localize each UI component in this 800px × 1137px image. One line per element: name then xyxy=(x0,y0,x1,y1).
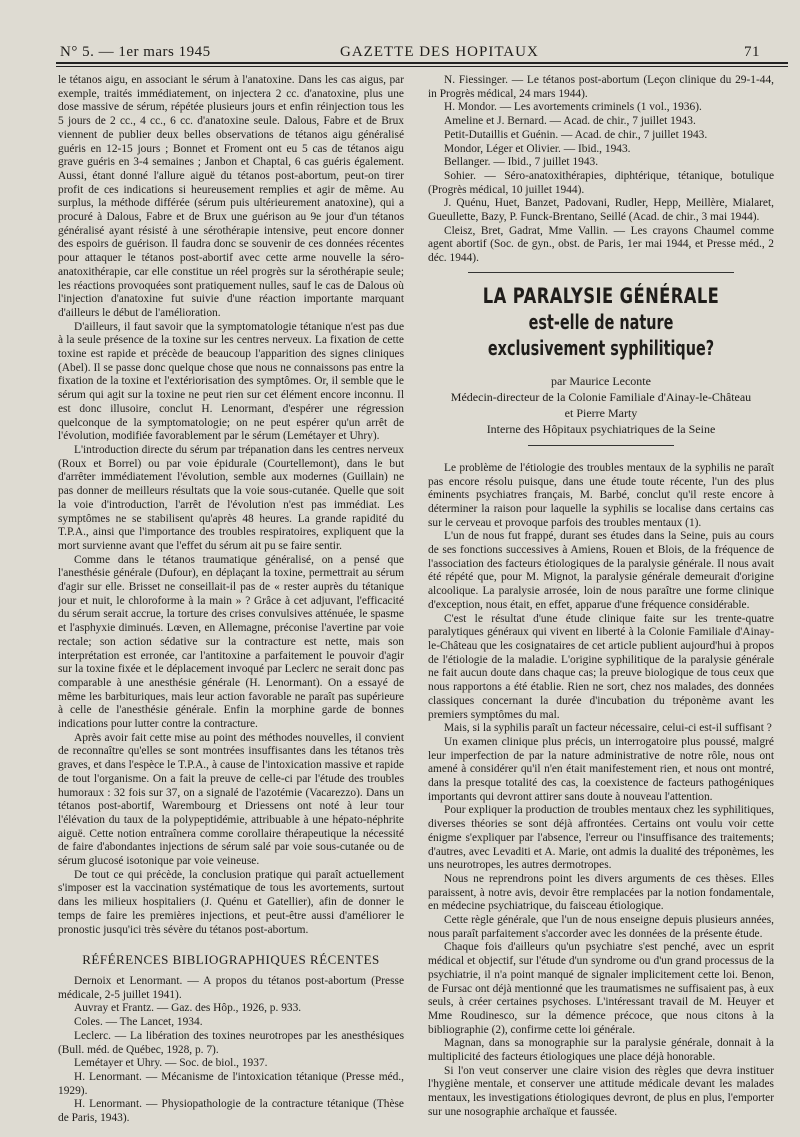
reference-item: Bellanger. — Ibid., 7 juillet 1943. xyxy=(444,156,599,169)
right-column xyxy=(428,74,774,1124)
article-separator xyxy=(468,272,734,273)
running-header xyxy=(40,40,784,64)
header-rule xyxy=(56,62,788,64)
reference-item: J. Quénu, Huet, Banzet, Padovani, Rudler, Hepp, Meillère, Mialaret, Gueullette, Bazy, P. Funck-Brentano, Seillé (Acad. de chir., 3 mai 1944). xyxy=(428,197,774,224)
paragraph: Magnan, dans sa monographie sur la paralysie générale, donnait à la multiplicité des facteurs étiologiques une place déjà honorable. xyxy=(428,1037,774,1064)
paragraph: Un examen clinique plus précis, un interrogatoire plus poussé, malgré leur imperfection de par la nature administrative de notre rôle, nous ont amené à considérer qu'il n'en était manifestement rien, et nous ont montré, dans la presque totalité des cas, la coexistence de facteurs pathogéniques importants qui devront attirer sans doute à nouveau l'attention. xyxy=(428,735,774,803)
references-heading: RÉFÉRENCES BIBLIOGRAPHIQUES RÉCENTES xyxy=(82,952,380,968)
reference-item: N. Fiessinger. — Le tétanos post-abortum (Leçon clinique du 29-1-44, in Progrès médical, 24 mars 1944). xyxy=(428,74,774,100)
issue-date: N° 5. — 1er mars 1945 xyxy=(60,44,211,60)
author-affiliation: Interne des Hôpitaux psychiatriques de la Seine xyxy=(486,421,716,436)
paragraph: Mais, si la syphilis paraît un facteur nécessaire, celui-ci est-il suffisant ? xyxy=(444,722,772,735)
paragraph: le tétanos aigu, en associant le sérum à l'anatoxine. Dans les cas aigus, par exemple, traités immédiatement, on injectera 2 cc. d'anatoxine, plus une dose massive de sérum, répétée plusieurs jours et enfin réinjection tous les 5 jours de 2 cc., 4 cc., 6 cc. d'anatoxine seule. Dalous, Fabre et de Brux viennent de publier deux belles observations de tétanos aigu généralisé guéris en 12-15 jours ; Bonnet et Froment ont eu 5 cas de tétanos aigu grave guéris en 3-4 semaines ; Janbon et Chaptal, 6 cas guéris également. Aussi, étant donné l'allure aiguë du tétanos post-abortum, peut-on tirer profit de ces indications si heureusement remplies et agir de même. Au surplus, la méthode différée (sérum puis ultérieurement anatoxine), qui a procuré à Dalous, Fabre et de Brux une guérison au 9e jour d'un tétanos généralisé ayant résisté à une sérothérapie intensive, peut encore donner des espoirs de guérison. Il faudra donc se souvenir de ces données récentes pour attaquer le tétanos post-abortif avec cette arme nouvelle la séro-anatoxithérapie, car elle constitue un réel progrès sur la sérothérapie seule; les réactions provoquées sont pratiquement nulles, sauf le cas de Dalous où l'injection d'anatoxine fut suivie d'une réaction importante marquant d'ailleurs le début de l'amélioration. xyxy=(58,74,404,319)
paragraph: Chaque fois d'ailleurs qu'un psychiatre s'est penché, avec un esprit médical et objectif, sur l'étude d'un syndrome ou d'un grand processus de la psychiatrie, il n'a point manqué de signaler implicitement cette loi. Benon, de Fursac ont déjà mentionné que les traumatismes ne suffisaient pas, à eux seuls, à créer certaines psychoses. L'intéressant travail de M. Heuyer et Mme Roudinesco, sur la démence précoce, que nous citons à la bibliographie (2), confirme cette loi générale. xyxy=(428,941,774,1036)
paragraph: De tout ce qui précède, la conclusion pratique qui paraît actuellement s'imposer est la vaccination systématique de tous les avortements, surtout dans les milieux hospitaliers (J. Quénu et Gatellier), afin de donner le temps de faire les premières injections, et peut-être aussi d'améliorer le pronostic jusqu'ici très sévère du tétanos post-abortum. xyxy=(58,868,404,936)
journal-name: GAZETTE DES HOPITAUX xyxy=(340,44,539,60)
reference-item: H. Mondor. — Les avortements criminels (1 vol., 1936). xyxy=(444,101,702,114)
paragraph: C'est le résultat d'une étude clinique faite sur les trente-quatre paralytiques généraux qui vivent en liberté à la Colonie Familiale d'Ainay-le-Château que les cosignataires de cet article publient aujourd'hui à propos de l'étiologie de la maladie. L'origine syphilitique de la paralysie générale ne fait aucun doute dans chaque cas; la preuve biologique de tous ceux que nous rapportons a été établie. Rien ne sort, chez nos malades, des données classiques concernant la durée d'incubation du tréponème avant les premiers symptômes du mal. xyxy=(428,612,774,721)
reference-item: Dernoix et Lenormant. — A propos du tétanos post-abortum (Presse médicale, 2-5 juillet 1941). xyxy=(58,975,404,1001)
reference-item: H. Lenormant. — Physiopathologie de la contracture tétanique (Thèse de Paris, 1943). xyxy=(58,1098,404,1124)
reference-item: Ameline et J. Bernard. — Acad. de chir., 7 juillet 1943. xyxy=(444,115,696,128)
reference-item: Mondor, Léger et Olivier. — Ibid., 1943. xyxy=(444,142,631,155)
paragraph: Si l'on veut conserver une claire vision des règles que devra instituer l'hygiène mentale, et conserver une attitude médicale devant les malades mentaux, les investigations étiologiques devront, de plus en plus, l'emporter sur une nosographie archaïque et faussée. xyxy=(428,1064,774,1118)
reference-item: Lemétayer et Uhry. — Soc. de biol., 1937. xyxy=(74,1057,268,1070)
paragraph: Nous ne reprendrons point les divers arguments de ces thèses. Elles paraissent, à notre avis, devoir être remplacées par la notion fondamentale, en médecine psychiatrique, du faisceau étiologique. xyxy=(428,872,774,913)
byline: par Maurice Leconte xyxy=(551,373,651,388)
left-column xyxy=(58,74,404,1124)
header-rule-thin xyxy=(56,66,788,67)
paragraph: Comme dans le tétanos traumatique généralisé, on a pensé que l'anesthésie générale (Dufour), en déplaçant la toxine, permettrait au sérum d'agir sur elle. Brisset ne conseillait-il pas de « rester auprès du tétanique jour et nuit, le chloroforme à la main » ? Grâce à cet adjuvant, l'efficacité du sérum serait accrue, la torture des crises convulsives atténuée, le spasme et l'asphyxie diminués. Lœven, en Allemagne, préconise l'avertine par voie rectale; son action sédative sur la contracture est nette, mais son interprétation est erronée, car l'antitoxine a parfaitement le pouvoir d'agir sur la toxine fixée et le déplacement invoqué par Leclerc ne serait donc pas comparable à une anesthésie générale (H. Lenormant). On a essayé de même les barbituriques, mais leur action favorable ne paraît pas supérieure à celle de l'anesthésie générale. Enfin la morphine garde de bonnes indications pour lutter contre la contracture. xyxy=(58,553,404,731)
reference-item: H. Lenormant. — Mécanisme de l'intoxication tétanique (Presse méd., 1929). xyxy=(58,1070,404,1097)
byline-second-author: et Pierre Marty xyxy=(564,405,638,420)
paragraph: Le problème de l'étiologie des troubles mentaux de la syphilis ne paraît pas encore résolu puisque, dans une étude toute récente, l'un des plus éminents psychiatres français, M. Barbé, conclut qu'il reste encore à déterminer la raison pour laquelle la syphilis se localise dans certains cas sur le cerveau et provoque parfois des troubles mentaux (1). xyxy=(428,461,774,529)
paragraph: L'un de nous fut frappé, durant ses études dans la Seine, puis au cours de ses fonctions successives à Amiens, Rouen et Blois, de la fréquence de l'association des facteurs étiologiques de la paralysie générale. Il nous avait été répété que, pour M. Mignot, la paralysie générale demeurait d'origine alcoolique. La paralysie arrosée, loin de nous paraître une forme clinique d'exception, nous était, en effet, apparue d'une fréquence considérable. xyxy=(428,530,774,611)
reference-item: Sohier. — Séro-anatoxithérapies, diphtérique, tétanique, botulique (Progrès médical, 10 juillet 1944). xyxy=(428,169,774,196)
reference-item: Petit-Dutaillis et Guénin. — Acad. de chir., 7 juillet 1943. xyxy=(444,128,708,141)
article-subtitle: est-elle de nature exclusivement syphilitique? xyxy=(487,309,715,360)
reference-item: Leclerc. — La libération des toxines neurotropes par les anesthésiques (Bull. méd. de Québec, 1928, p. 7). xyxy=(58,1029,404,1056)
reference-item: Cleisz, Bret, Gadrat, Mme Vallin. — Les crayons Chaumel comme agent abortif (Soc. de gyn., obst. de Paris, 1er mai 1944, et Presse méd., 2 déc. 1944). xyxy=(428,224,774,265)
paragraph: D'ailleurs, il faut savoir que la symptomatologie tétanique n'est pas due à la seule présence de la toxine sur les centres nerveux. La fixation de cette toxine est rapide et précède de beaucoup l'apparition des signes cliniques (Abel). Il se passe donc quelque chose que nous ne connaissons pas entre la fixation de la toxine et l'extériorisation des symptômes. Or, il semble que le sérum qui agit sur la toxine ne peut rien sur cet élément encore inconnu. Il est donc illusoire, conclut H. Lenormant, d'espérer une régression quelconque de la symptomatologie; on ne peut espérer qu'un arrêt de l'évolution, modifiée favorablement par le sérum (Lemétayer et Uhry). xyxy=(58,320,404,443)
article-title: LA PARALYSIE GÉNÉRALE xyxy=(482,283,720,308)
reference-item: Coles. — The Lancet, 1934. xyxy=(74,1016,203,1029)
paragraph: Pour expliquer la production de troubles mentaux chez les syphilitiques, diverses théories se sont déjà affrontées. Certains ont voulu voir cette énigme s'expliquer par l'absence, l'erreur ou l'insuffisance des traitements; d'autres, avec Levaditi et A. Marie, ont admis la dualité des tréponèmes, les uns neurotropes, les autres dermotropes. xyxy=(428,804,774,872)
author-affiliation: Médecin-directeur de la Colonie Familiale d'Ainay-le-Château xyxy=(450,389,752,404)
byline-separator xyxy=(528,445,674,446)
reference-item: Auvray et Frantz. — Gaz. des Hôp., 1926, p. 933. xyxy=(74,1002,302,1015)
paragraph: L'introduction directe du sérum par trépanation dans les centres nerveux (Roux et Borrel) ou par voie épidurale (Courtellemont), dans le but d'arrêter immédiatement l'évolution, semble aux modernes (Guillain) ne pas donner de meilleurs résultats que la voie sous-cutanée. Quelle que soit la voie d'introduction, l'arrêt de l'évolution n'est pas immédiat. Les symptômes ne se stabilisent qu'après 48 heures. La grande rapidité du T.P.A., ainsi que l'importance des troubles respiratoires, expliquent que la mort survienne avant que l'effet du sérum ait pu se faire sentir. xyxy=(58,443,404,552)
paragraph: Après avoir fait cette mise au point des méthodes nouvelles, il convient de reconnaître qu'elles se sont montrées insuffisantes dans les tétanos très graves, et dans l'espèce le T.P.A., à cause de l'intoxication massive et rapide de tout l'organisme. On a fait la preuve de celle-ci par l'étude des troubles humoraux : 32 fois sur 37, on a signalé de l'azotémie (Vacarezzo). Dans un tétanos post-abortif, Warembourg et Driessens ont noté à leur tour l'élévation du taux de la polypeptidémie, attribuable à une hépato-néphrite aiguë. Cette notion entraînera comme corollaire thérapeutique la nécessité de faire d'abondantes injections de sérum salé par voie sous-cutanée ou de sérum glucosé isotonique par voie veineuse. xyxy=(58,731,404,868)
page-number: 71 xyxy=(744,44,760,60)
paragraph: Cette règle générale, que l'un de nous enseigne depuis plusieurs années, nous paraît parfaitement s'accorder avec les données de la présente étude. xyxy=(428,914,774,940)
